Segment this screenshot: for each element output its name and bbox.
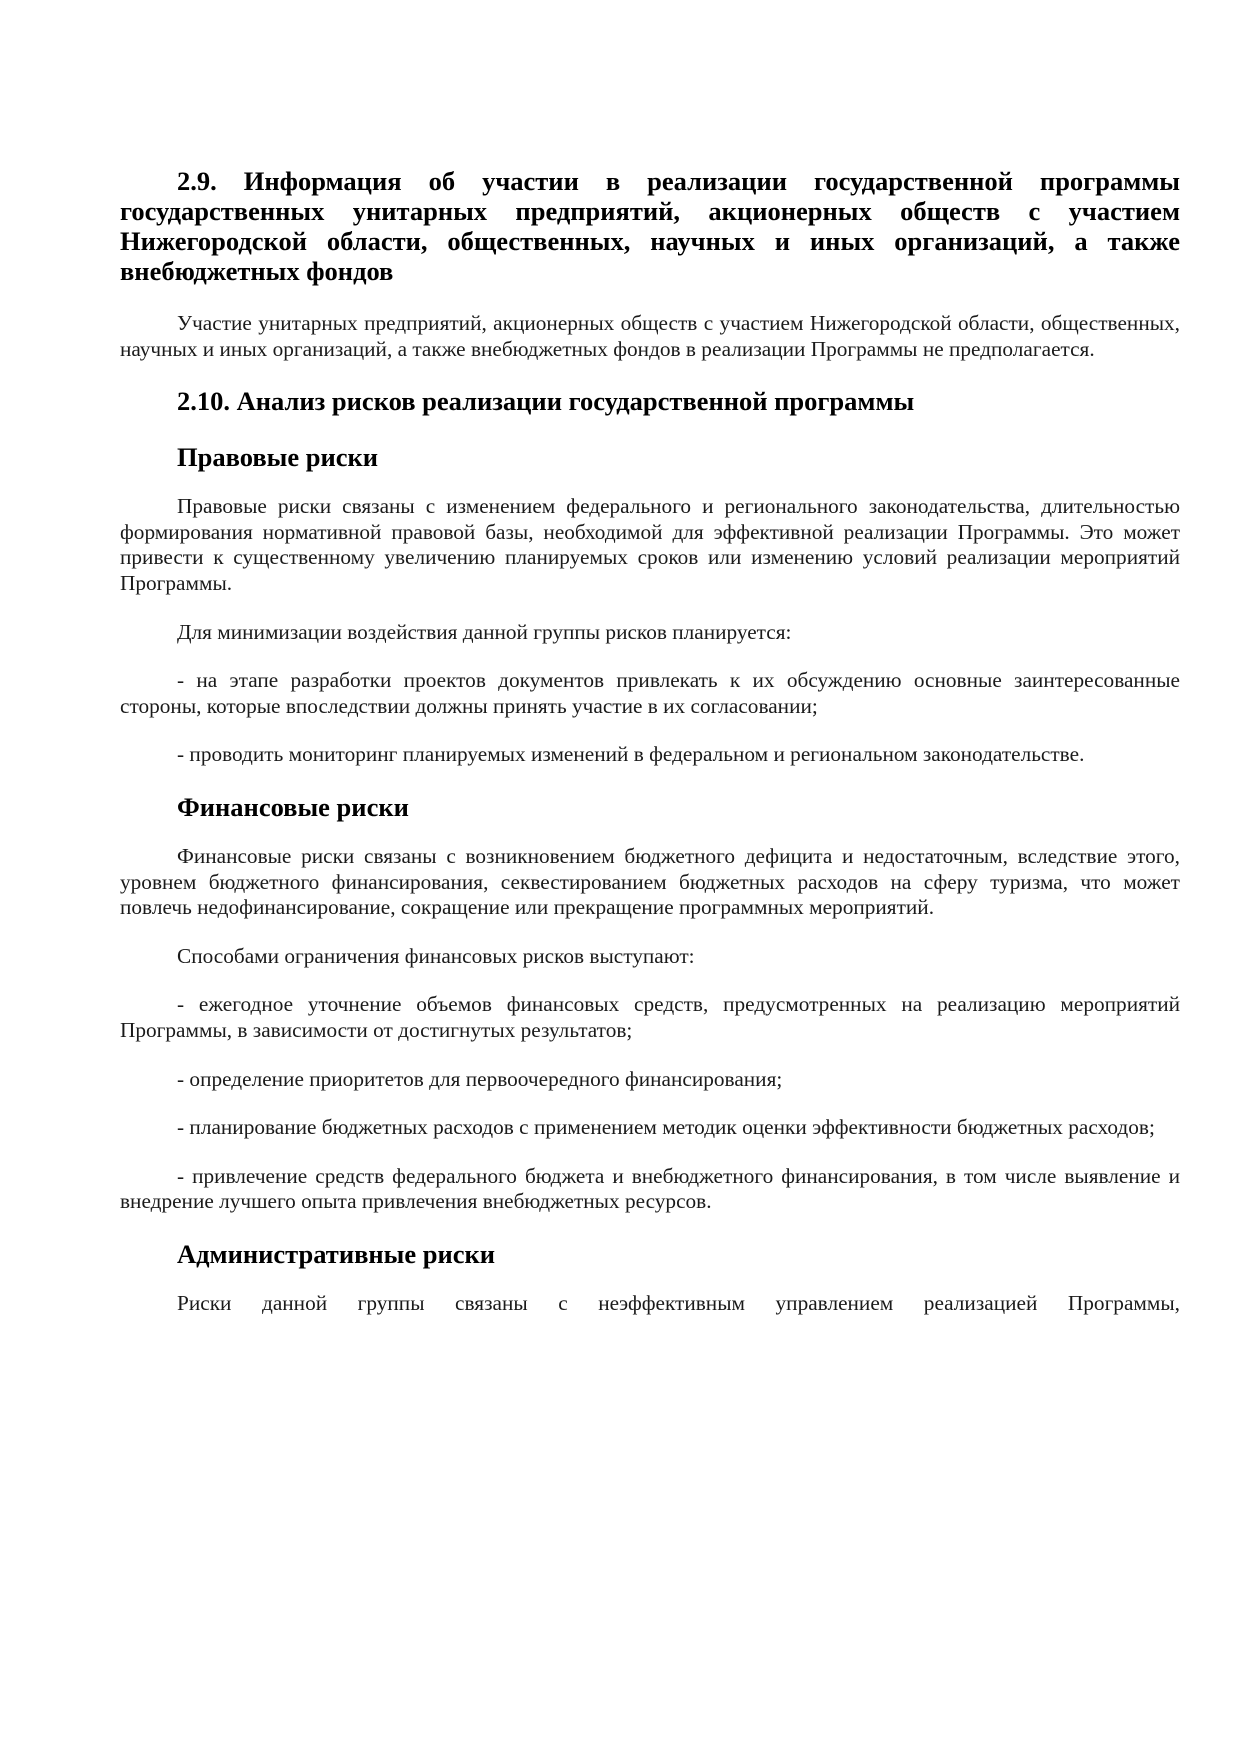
financial-risks-item: - ежегодное уточнение объемов финансовых средств, предусмотренных на реализацию мероприятий Программы, в зависимости от достигнутых результатов; bbox=[120, 992, 1180, 1042]
financial-risks-item: - привлечение средств федерального бюджета и внебюджетного финансирования, в том числе выявление и внедрение лучшего опыта привлечения внебюджетных ресурсов. bbox=[120, 1163, 1180, 1214]
financial-risks-intro: Способами ограничения финансовых рисков выступают: bbox=[177, 943, 695, 968]
legal-risks-intro: Для минимизации воздействия данной группы рисков планируется: bbox=[177, 619, 792, 644]
section-2-10-heading: 2.10. Анализ рисков реализации государственной программы bbox=[177, 386, 915, 417]
legal-risks-item: - на этапе разработки проектов документов привлекать к их обсуждению основные заинтересованные стороны, которые впоследствии должны принять участие в их согласовании; bbox=[120, 668, 1180, 718]
document-page bbox=[120, 166, 1180, 1316]
financial-risks-item: - определение приоритетов для первоочередного финансирования; bbox=[177, 1066, 783, 1091]
financial-risks-item: - планирование бюджетных расходов с применением методик оценки эффективности бюджетных расходов; bbox=[177, 1115, 1155, 1140]
legal-risks-paragraph: Правовые риски связаны с изменением федерального и регионального законодательства, длительностью формирования нормативной правовой базы, необходимой для эффективной реализации Программы. Это может привести к существенному увеличению планируемых сроков или изменению условий реализации мероприятий Программы. bbox=[120, 494, 1180, 595]
legal-risks-item: - проводить мониторинг планируемых изменений в федеральном и региональном законодательстве. bbox=[177, 742, 1085, 767]
financial-risks-paragraph: Финансовые риски связаны с возникновением бюджетного дефицита и недостаточным, вследствие этого, уровнем бюджетного финансирования, секвестированием бюджетных расходов на сферу туризма, что может повлечь недофинансирование, сокращение или прекращение программных мероприятий. bbox=[120, 843, 1180, 920]
legal-risks-heading: Правовые риски bbox=[177, 442, 379, 473]
section-2-9-paragraph: Участие унитарных предприятий, акционерных обществ с участием Нижегородской области, общественных, научных и иных организаций, а также внебюджетных фондов в реализации Программы не предполагается. bbox=[120, 311, 1180, 361]
administrative-risks-paragraph: Риски данной группы связаны с неэффективным управлением реализацией Программы, bbox=[177, 1290, 1180, 1315]
administrative-risks-heading: Административные риски bbox=[177, 1238, 496, 1269]
section-2-9-heading: 2.9. Информация об участии в реализации государственной программы государственных унитарных предприятий, акционерных обществ с участием Нижегородской области, общественных, научных и иных организаций, а также внебюджетных фондов bbox=[120, 166, 1180, 286]
financial-risks-heading: Финансовые риски bbox=[177, 791, 409, 822]
